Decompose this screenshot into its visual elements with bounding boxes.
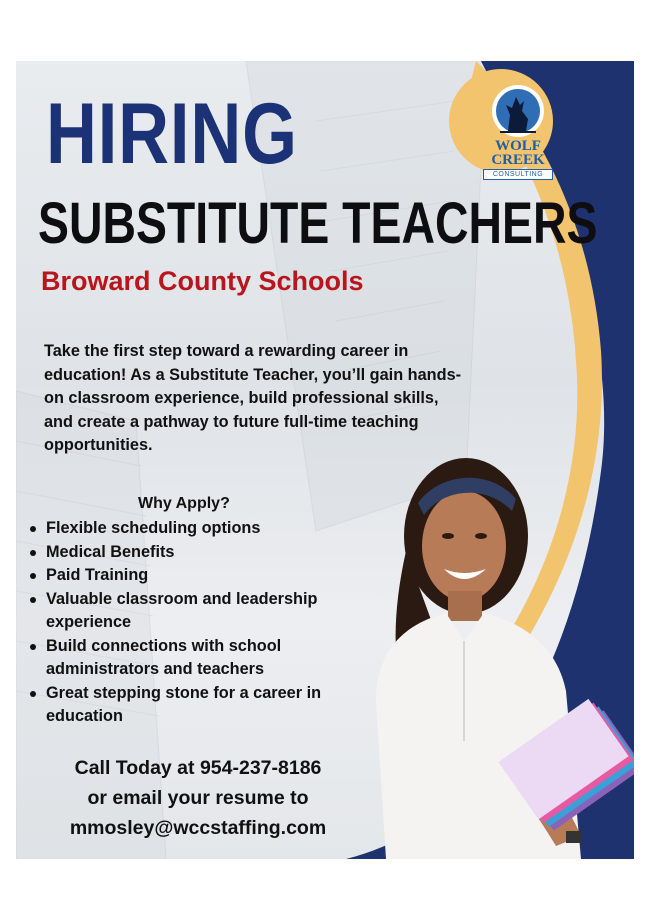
teacher-photo <box>366 441 634 859</box>
list-item: Great stepping stone for a career in education <box>24 682 384 729</box>
benefits-list <box>24 517 384 729</box>
logo-tagline: CONSULTING <box>483 169 553 180</box>
list-item: Paid Training <box>24 564 384 588</box>
employer-name: Broward County Schools <box>41 266 364 296</box>
contact-email[interactable]: mmosley@wccstaffing.com <box>69 817 327 839</box>
list-item: Flexible scheduling options <box>24 517 384 541</box>
intro-paragraph: Take the first step toward a rewarding career in education! As a Substitute Teacher, you’ll gain hands-on classroom experience, build professional skills, and create a pathway to future full-time teaching opportunities. <box>44 342 462 454</box>
flyer <box>16 61 634 859</box>
logo-text-creek: CREEK <box>491 152 545 168</box>
contact-block <box>16 753 380 843</box>
contact-instruction: or email your resume to <box>87 787 309 809</box>
wolf-icon <box>478 81 558 141</box>
benefits-title: Why Apply? <box>138 495 230 512</box>
list-item: Build connections with school administrators and teachers <box>24 635 384 682</box>
logo-text-wolf: WOLF <box>495 138 541 154</box>
list-item: Valuable classroom and leadership experience <box>24 588 384 635</box>
headline-hiring: HIRING <box>46 86 298 182</box>
headline-position: SUBSTITUTE TEACHERS <box>38 191 598 256</box>
wolf-creek-logo <box>478 81 558 185</box>
contact-phone[interactable]: Call Today at 954-237-8186 <box>74 757 322 779</box>
list-item: Medical Benefits <box>24 541 384 565</box>
